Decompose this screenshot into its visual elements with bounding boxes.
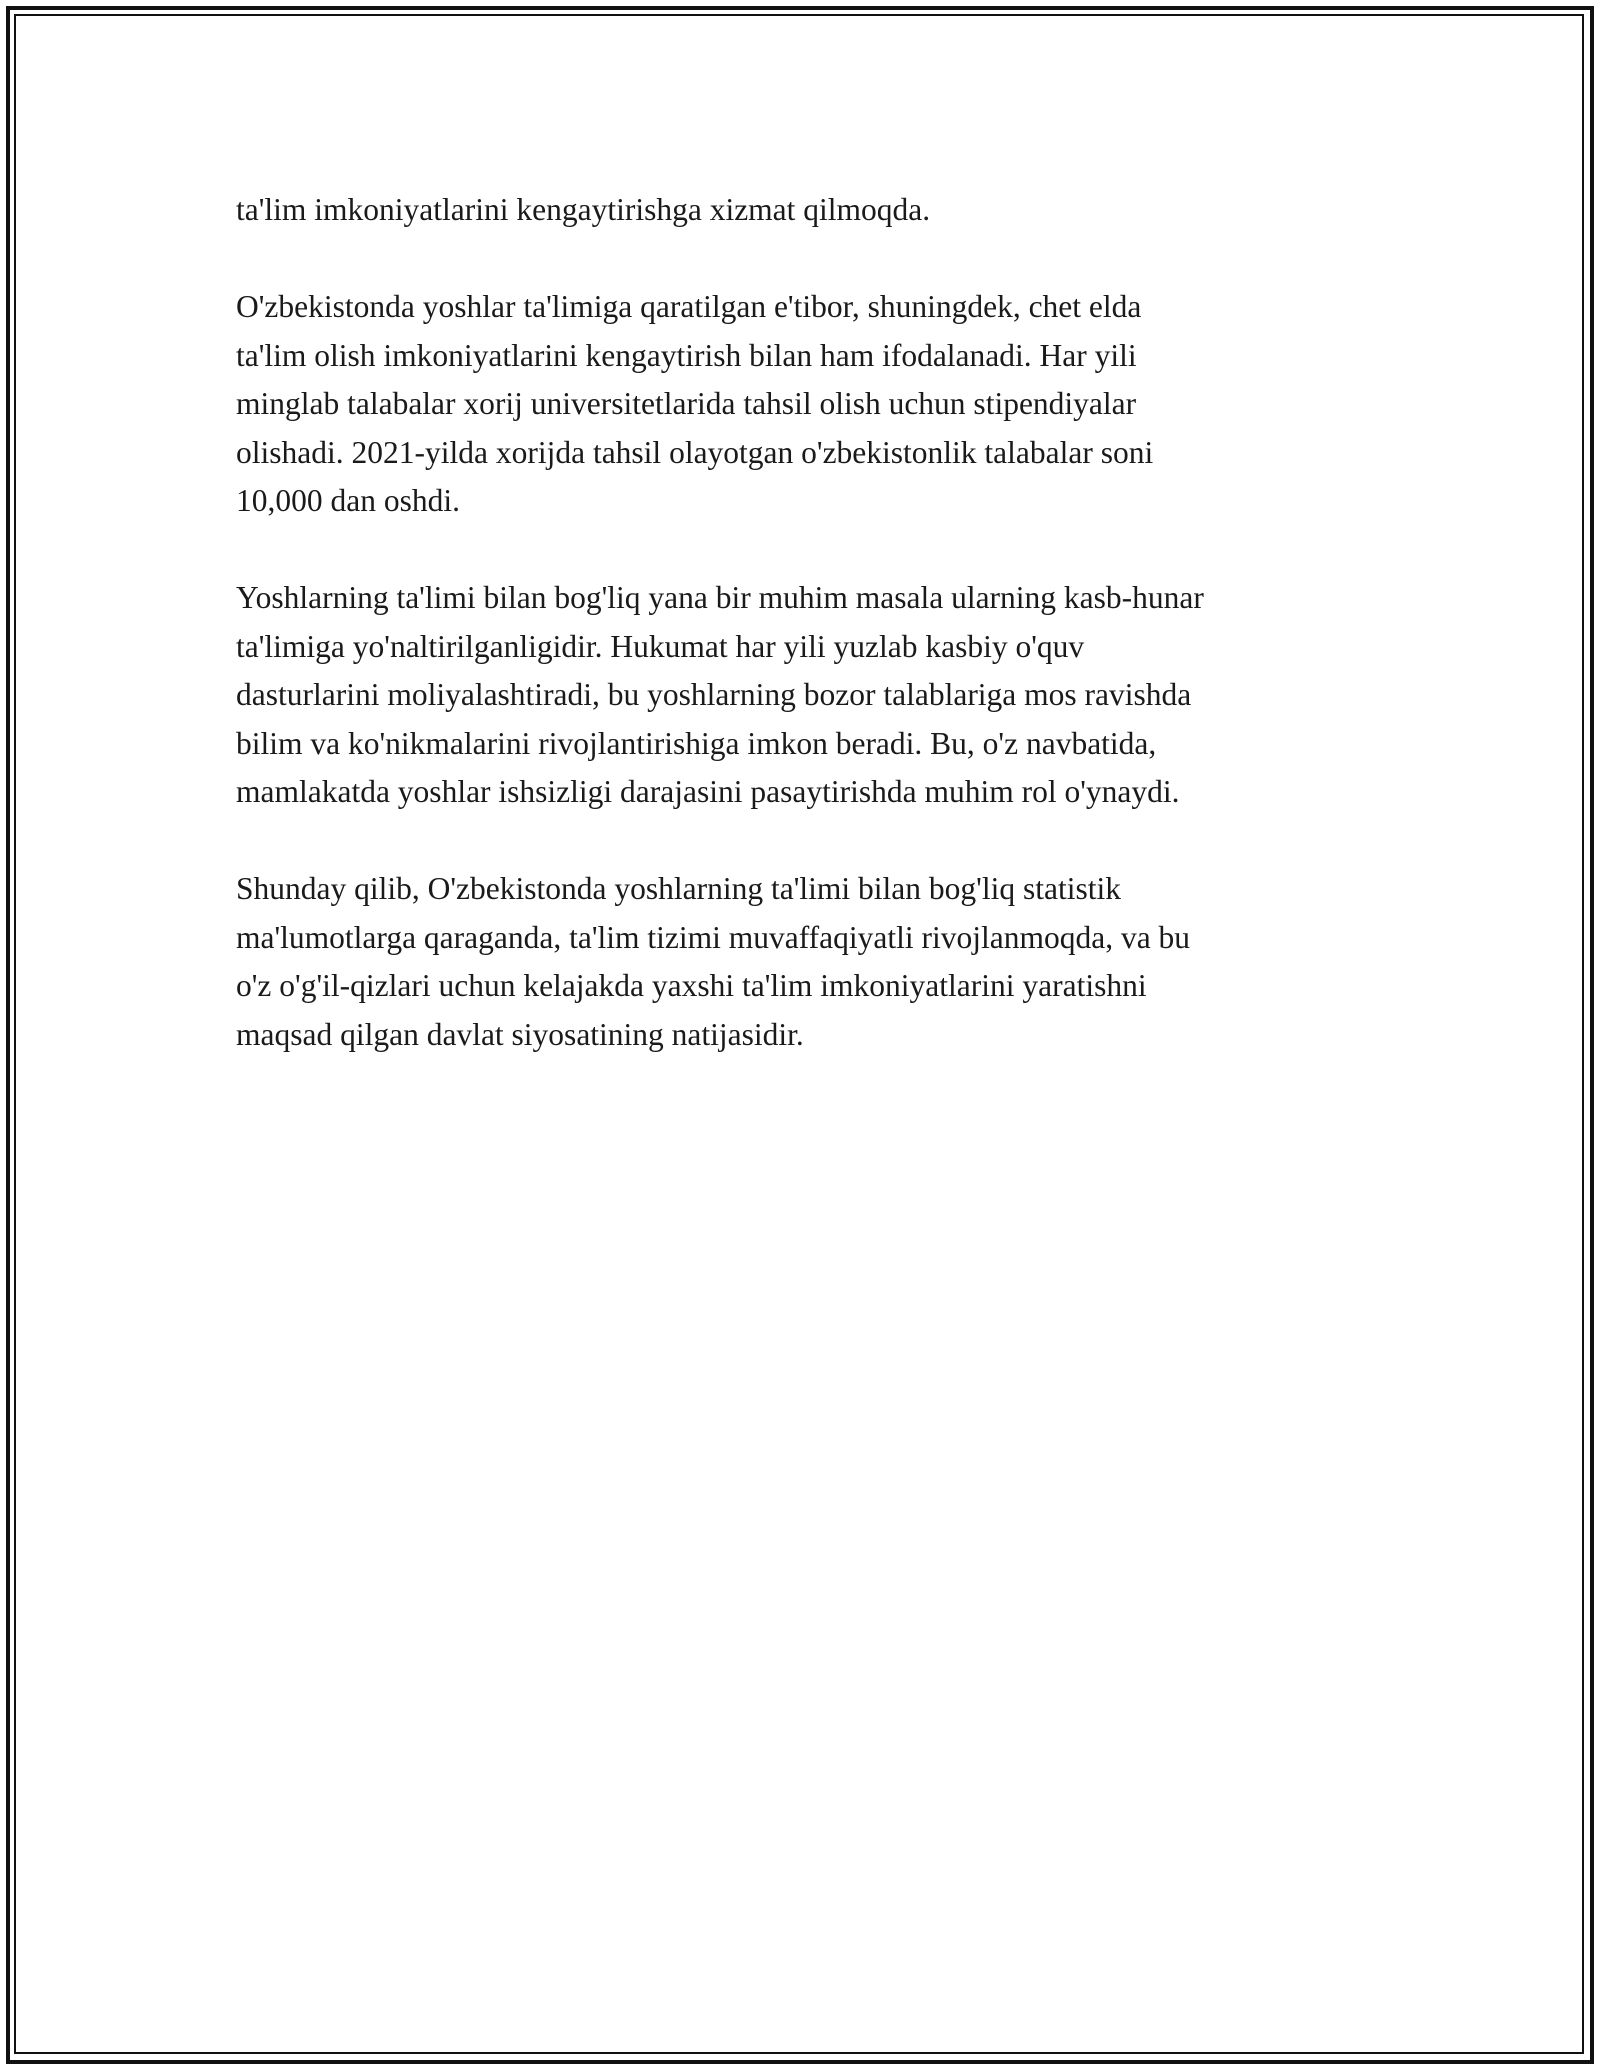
text-line: O'zbekistonda yoshlar ta'limiga qaratilgan e'tibor, shuningdek, chet elda — [236, 289, 1142, 324]
text-line: o'z o'g'il-qizlari uchun kelajakda yaxshi ta'lim imkoniyatlarini yaratishni — [236, 968, 1147, 1003]
text-line: ta'lim olish imkoniyatlarini kengaytirish bilan ham ifodalanadi. Har yili — [236, 337, 1137, 373]
paragraph-2 — [236, 283, 1386, 526]
paragraph-1 — [236, 186, 1386, 235]
text-line: ta'lim imkoniyatlarini kengaytirishga xizmat qilmoqda. — [236, 192, 931, 227]
text-line: ta'limiga yo'naltirilganligidir. Hukumat har yili yuzlab kasbiy o'quv — [236, 628, 1085, 664]
text-line: Yoshlarning ta'limi bilan bog'liq yana bir muhim masala ularning kasb-hunar — [236, 580, 1204, 615]
text-line: bilim va ko'nikmalarini rivojlantirishiga imkon beradi. Bu, o'z navbatida, — [236, 725, 1157, 761]
text-line: dasturlarini moliyalashtiradi, bu yoshlarning bozor talablariga mos ravishda — [236, 677, 1192, 712]
text-line: olishadi. 2021-yilda xorijda tahsil olayotgan o'zbekistonlik talabalar soni — [236, 434, 1154, 470]
text-line: Shunday qilib, O'zbekistonda yoshlarning ta'limi bilan bog'liq statistik — [236, 871, 1121, 906]
paragraph-4 — [236, 865, 1386, 1059]
text-line: minglab talabalar xorij universitetlarida tahsil olish uchun stipendiyalar — [236, 386, 1137, 421]
document-body — [236, 186, 1386, 1108]
text-line: maqsad qilgan davlat siyosatining natijasidir. — [236, 1016, 804, 1052]
text-line: mamlakatda yoshlar ishsizligi darajasini pasaytirishda muhim rol o'ynaydi. — [236, 774, 1180, 809]
text-line: 10,000 dan oshdi. — [236, 483, 460, 518]
text-line: ma'lumotlarga qaraganda, ta'lim tizimi muvaffaqiyatli rivojlanmoqda, va bu — [236, 919, 1191, 955]
paragraph-3 — [236, 574, 1386, 817]
